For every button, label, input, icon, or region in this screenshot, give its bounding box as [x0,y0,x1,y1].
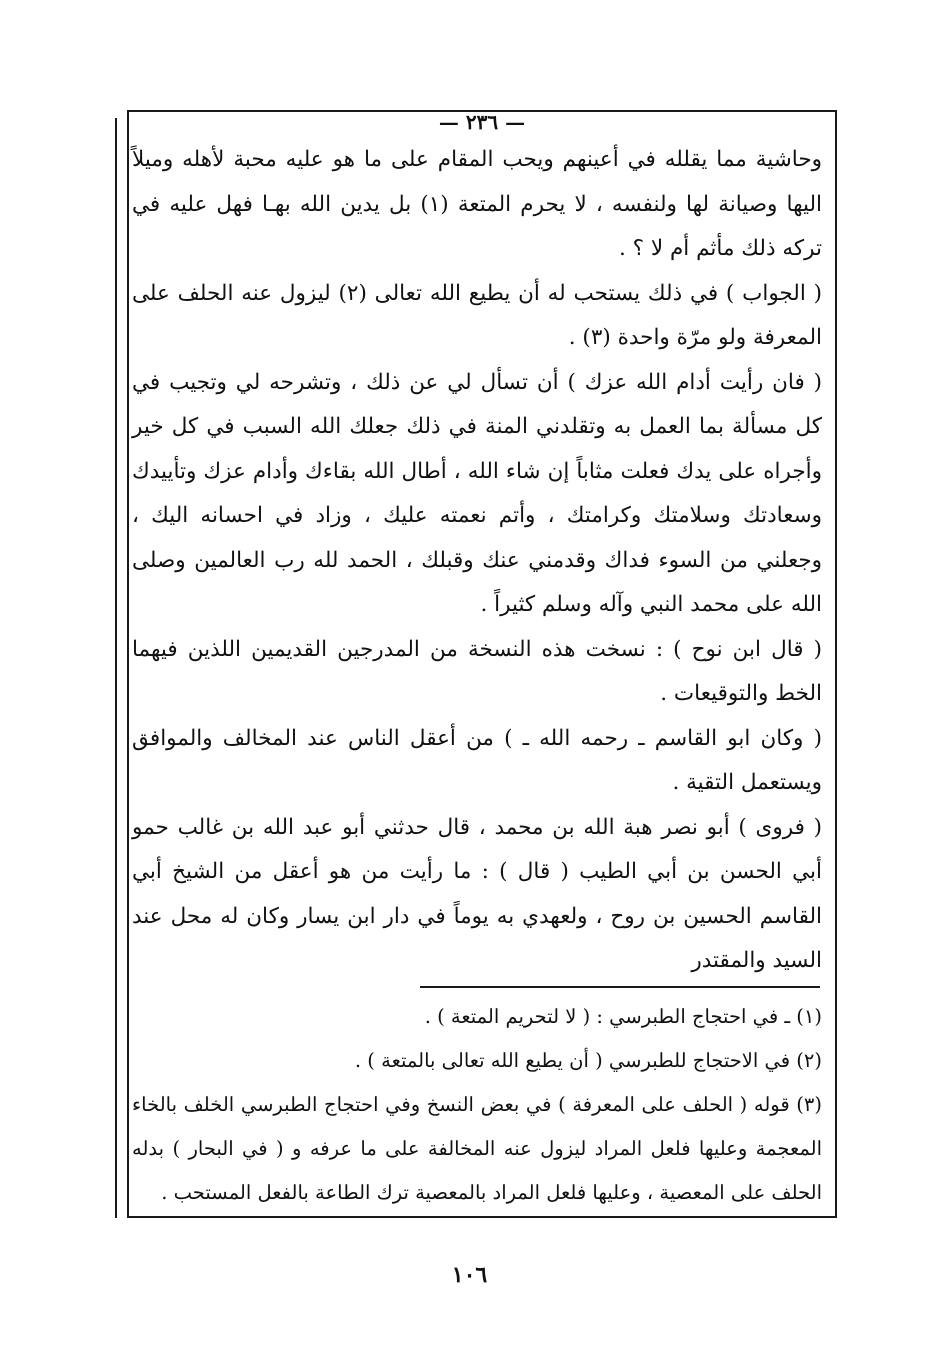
paragraph: ( فروى ) أبو نصر هبة الله بن محمد ، قال حدثني أبو عبد الله بن غالب حمو أبي الحسن بن أبي الطيب ( قال ) : ما رأيت من هو أعقل من الشيخ أبي القاسم الحسين بن روح ، ولعهدي به يوماً في دار ابن يسار وكان له محل عند السيد والمقتدر [132,814,822,973]
page-number: ١٠٦ [451,1262,488,1288]
paragraph: ( وكان ابو القاسم ـ رحمه الله ـ ) من أعقل الناس عند المخالف والموافق ويستعمل التقية . [132,725,822,795]
paragraph: ( قال ابن نوح ) : نسخت هذه النسخة من المدرجين القديمين اللذين فيهما الخط والتوقيعات . [132,636,822,706]
footnote: (٣) قوله ( الحلف على المعرفة ) في بعض النسخ وفي احتجاج الطبرسي الخلف بالخاء المعجمة وعليها فلعل المراد ليزول عنه المخالفة على ما عرفه و ( في البحار ) بدله الحلف على المعصية ، وعليها فلعل المراد بالمعصية ترك الطاعة بالفعل المستحب . [132,1093,822,1204]
margin-rule [115,118,117,1218]
footnote: (٢) في الاحتجاج للطبرسي ( أن يطيع الله تعالى بالمتعة ) . [354,1049,822,1072]
paragraph: وحاشية مما يقلله في أعينهم ويحب المقام على ما هو عليه محبة لأهله وميلاً اليها وصيانة لها ولنفسه ، لا يحرم المتعة (١) بل يدين الله بهـا فهل عليه في تركه ذلك مأثم أم لا ؟ . [132,147,822,261]
main-text [132,138,822,984]
footnotes [132,995,822,1215]
footnote: (١) ـ في احتجاج الطبرسي : ( لا لتحريم المتعة ) . [424,1005,822,1028]
paragraph: ( فان رأيت أدام الله عزك ) أن تسأل لي عن ذلك ، وتشرحه لي وتجيب في كل مسألة بما العمل به وتقلدني المنة في ذلك جعلك الله السبب في كل خير وأجراه على يدك فعلت مثاباً إن شاء الله ، أطال الله بقاءك وأدام عزك وتأييدك وسعادتك وسلامتك وكرامتك ، وأتم نعمته عليك ، وزاد في احسانه اليك ، وجعلني من السوء فداك وقدمني عنك وقبلك ، الحمد لله رب العالمين وصلى الله على محمد النبي وآله وسلم كثيراً . [132,369,822,617]
footnote-divider [420,986,820,988]
page-marker: — ٢٣٦ — [438,110,526,134]
paragraph: ( الجواب ) في ذلك يستحب له أن يطيع الله تعالى (٢) ليزول عنه الحلف على المعرفة ولو مرّة واحدة (٣) . [132,280,822,350]
